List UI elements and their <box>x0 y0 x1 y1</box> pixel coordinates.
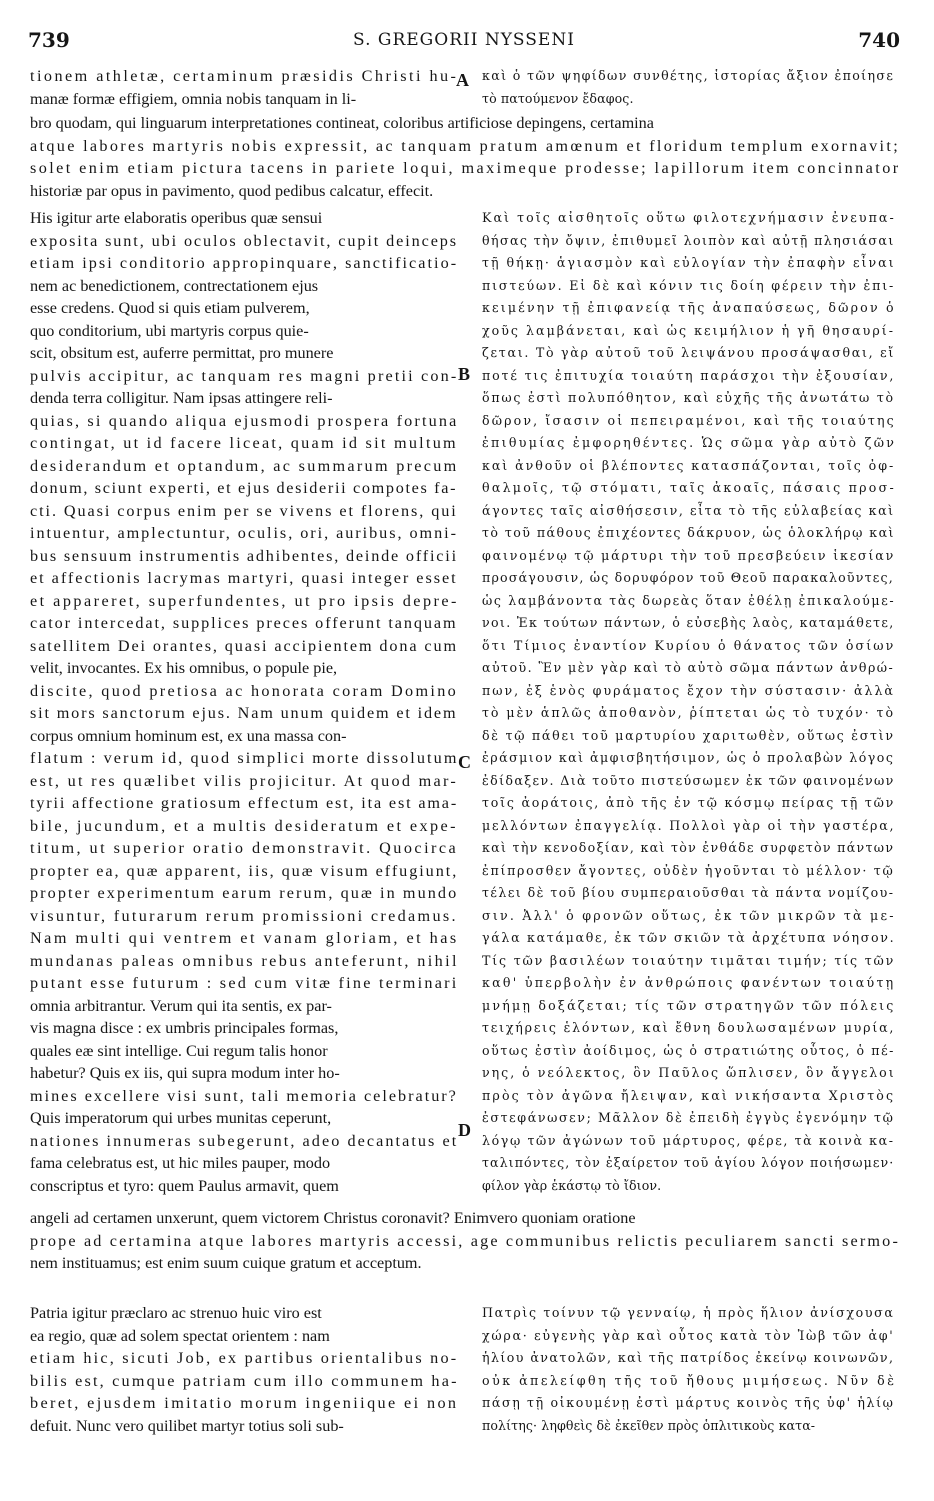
latin-text-line: beret, ejusdem imitatio morum ingeniique ei non <box>30 1394 459 1412</box>
greek-text-line: πάσῃ τῇ οἰκουμένῃ ἐστὶ μάρτυς κοινὸς τῆς ὑφ' ἡλίῳ <box>482 1395 895 1410</box>
latin-text-line: pulvis accipitur, ac tanquam res magni pretii con- <box>30 366 459 385</box>
greek-text-line: ἡλίου ἀνατολῶν, καὶ τῆς πατρίδος ἐκείνῳ κοινωνῶν, <box>482 1350 895 1365</box>
latin-text-line: cti. Quasi corpus enim per se vivens et florens, qui <box>30 501 458 520</box>
greek-text-line: ταλιπόντες, τὸν ἐξαίρετον τοῦ ἁγίου λόγον ποιήσωμεν· <box>482 1155 895 1170</box>
full-width-text-line: historiæ par opus in pavimento, quod pedibus calcatur, effecit. <box>30 181 434 200</box>
latin-text-line: esse credens. Quod si quis etiam pulverem, <box>30 299 310 317</box>
running-title: S. GREGORII NYSSENI <box>353 30 575 50</box>
greek-text-line: γάλα κατάμαθε, ἐκ τῶν σκιῶν τὰ ἀρχέτυπα νόησον. <box>482 930 896 945</box>
greek-text-line: θήσας τὴν ὄψιν, ἐπιθυμεῖ λοιπὸν καὶ αὐτῇ πλησιάσαι <box>482 232 895 248</box>
latin-text-line: conscriptus et tyro: quem Paulus armavit, quem <box>30 1176 339 1195</box>
greek-text-line: πιστεύων. Εἰ δὲ καὶ κόνιν τις δοίη φέρειν τὴν ἐπι- <box>482 277 896 293</box>
greek-text-line: ἐστεφάνωσεν; Μᾶλλον δὲ ἐπειδὴ ἐγγὺς ἐγενόμην τῷ <box>482 1110 895 1125</box>
full-width-text-line: prope ad certamina atque labores martyris accessi, age communibus relictis peculiarem sancti sermo- <box>30 1231 901 1250</box>
latin-text-line: contingat, ut id facere liceat, quam id sit multum <box>30 434 458 452</box>
greek-text-line: οὕτως ἐστὶν ἀοίδιμος, ὡς ὁ στρατιώτης οὗτος, ὁ πέ- <box>482 1042 895 1058</box>
greek-text-line: καθ' ὑπερβολὴν ἐν ἀνθρώποις φανέντων τοιαύτῃ <box>482 975 896 990</box>
latin-text-line: etiam hic, sicuti Job, ex partibus orientalibus no- <box>30 1349 459 1367</box>
latin-text-line: donum, sciunt experti, et ejus desiderii compotes fa- <box>30 479 458 497</box>
latin-text-line: tionem athletæ, certaminum præsidis Christi hu- <box>30 67 459 85</box>
latin-text-line: quias, si quando aliqua ejusmodi prospera fortuna <box>30 411 459 430</box>
page-header <box>28 28 900 58</box>
greek-text-line: κειμένην τῇ ἐπιφανείᾳ τῆς ἀναπαύσεως, δῶρον ὁ <box>482 300 896 315</box>
latin-text-line: corpus omnium hominum est, ex una massa con- <box>30 726 347 745</box>
greek-text-line: ἐπίπροσθεν ἄγοντες, οὐδὲν ἡγοῦνται τὸ μέλλον· τῷ <box>482 862 895 878</box>
latin-text-line: nem ac benedictionem, contrectationem ejus <box>30 276 319 295</box>
greek-text-line: τέλει δὲ τοῦ βίου συμπεραιοῦσθαι τὰ πάντα νομίζου- <box>482 885 895 900</box>
full-width-text-line: nem instituamus; est enim suum cuique gratum et acceptum. <box>30 1254 422 1272</box>
latin-text-line: bilis est, cumque patriam cum illo communem ha- <box>30 1371 459 1390</box>
greek-text-line: ἐδίδαξεν. Διὰ τοῦτο πιστεύσωμεν ἐκ τῶν φαινομένων <box>482 772 895 788</box>
page-number-right: 740 <box>858 28 900 52</box>
latin-text-line: satellitem Dei orantes, quasi accipientem dona cum <box>30 636 458 655</box>
section-marker: A <box>456 70 469 90</box>
latin-text-line: titum, ut superior oratio demonstravit. Quocirca <box>30 839 459 857</box>
greek-text-line: καὶ τὴν κενοδοξίαν, καὶ τὸν ἐνθάδε συρφετὸν πάντων <box>482 840 895 855</box>
greek-text-line: ζεται. Τὸ γὰρ αὐτοῦ τοῦ λειψάνου προσάψασθαι, εἴ <box>482 345 896 360</box>
latin-text-line: tyrii affectione gratiosum effectum est, ita est ama- <box>30 794 459 812</box>
latin-text-line: cator intercedat, supplices preces offerunt tanquam <box>30 614 458 632</box>
latin-text-line: propter ea, quæ apparent, iis, quæ visum effugiunt, <box>30 861 459 880</box>
greek-text-line: σιν. Ἀλλ' ὁ φρονῶν οὕτως, ἐκ τῶν μικρῶν τὰ με- <box>482 907 896 923</box>
latin-text-line: denda terra colligitur. Nam ipsas attingere reli- <box>30 389 333 407</box>
greek-text-line: Καὶ τοῖς αἰσθητοῖς οὕτω φιλοτεχνήμασιν ἐνευπα- <box>482 210 896 225</box>
greek-text-line: μελλόντων ἐπαγγελίᾳ. Πολλοὶ γὰρ οἱ τὴν γαστέρα, <box>482 817 896 833</box>
latin-text-line: et affectionis lacrymas martyri, quasi integer esset <box>30 569 458 587</box>
latin-text-line: vis magna disce : ex umbris principales formas, <box>30 1019 339 1037</box>
full-width-text-line: atque labores martyris nobis expressit, ac tanquam pratum amœnum et floridum templum exornavit; <box>30 136 901 155</box>
full-width-text-line: bro quodam, qui linguarum interpretationes contineat, coloribus artificiose depingens, certamina <box>30 114 654 132</box>
greek-text-line: τῇ θήκῃ· ἁγιασμὸν καὶ εὐλογίαν τὴν ἐπαφὴν εἶναι <box>482 255 896 270</box>
latin-text-line: ea regio, quæ ad solem spectat orientem : nam <box>30 1326 330 1345</box>
latin-text-line: defuit. Nunc vero quilibet martyr totius soli sub- <box>30 1416 344 1435</box>
latin-text-line: quales eæ sint intellige. Cui regum talis honor <box>30 1041 328 1060</box>
greek-text-line: λόγῳ τῶν ἀγώνων τοῦ μάρτυρος, φέρε, τὰ κοινὰ κα- <box>482 1132 895 1148</box>
latin-text-line: mines excellere visi sunt, tali memoria celebratur? <box>30 1086 458 1105</box>
greek-text-line: άγοντες ταῖς αἰσθήσεσιν, εἶτα τὸ τῆς εὐλαβείας καὶ <box>482 502 895 518</box>
greek-text-line: προσάγουσιν, ὡς δορυφόρον τοῦ Θεοῦ παρακαλοῦντες, <box>482 570 894 585</box>
latin-text-line: intuentur, amplectuntur, oculis, ori, auribus, omni- <box>30 524 458 542</box>
greek-text-line: Τίς τῶν βασιλέων τοιαύτην τιμᾶται τιμήν; τίς τῶν <box>482 952 896 968</box>
greek-text-line: τειχήρεις ἑλόντων, καὶ ἔθνη δουλωσαμένων μυρία, <box>482 1020 896 1035</box>
latin-text-line: Nam multi qui ventrem et vanam gloriam, et has <box>30 929 459 947</box>
greek-text-line: ὅπως ἐστὶ πολυπόθητον, καὶ εὐχῆς τῆς ἀνωτάτω τὸ <box>482 390 895 405</box>
latin-text-line: quo conditorium, ubi martyris corpus quie- <box>30 321 309 340</box>
full-width-text-line: angeli ad certamen unxerunt, quem victorem Christus coronavit? Enimvero quoniam oratione <box>30 1209 636 1227</box>
latin-text-line: fama celebratus est, ut hic miles pauper, modo <box>30 1154 331 1172</box>
latin-text-line: Quis imperatorum qui urbes munitas ceperunt, <box>30 1109 332 1127</box>
latin-text-line: est, ut res quælibet vilis projicitur. At quod mar- <box>30 771 459 790</box>
greek-text-line: τὸ μὲν ἁπλῶς ἀποθανὸν, ῥίπτεται ὡς τὸ τυχόν· τὸ <box>482 705 896 720</box>
greek-text-line: ὅτι Τίμιος ἐναντίον Κυρίου ὁ θάνατος τῶν ὁσίων <box>482 637 896 653</box>
greek-text-line: καὶ ὁ τῶν ψηφίδων συνθέτης, ἱστορίας ἄξιον ἐποίησε <box>482 68 895 83</box>
latin-text-line: propter experimentum earum rerum, quæ in mundo <box>30 884 459 902</box>
latin-text-line: desiderandum et optandum, ac summarum precum <box>30 456 459 475</box>
greek-text-line: πολίτης· ληφθεὶς δὲ ἐκεῖθεν πρὸς ὁπλιτικοὺς κατα- <box>482 1417 816 1433</box>
greek-text-line: χώρα· εὐγενὴς γὰρ καὶ οὗτος κατὰ τὸν Ἰὼβ τῶν ἀφ' <box>482 1327 895 1343</box>
latin-text-line: putant esse futurum : sed cum vitæ fine terminari <box>30 974 459 992</box>
greek-text-line: ἐπιθυμίας ἐμφορηθέντες. Ὡς σῶμα γὰρ αὐτὸ ζῶν <box>482 435 897 450</box>
greek-text-line: Πατρὶς τοίνυν τῷ γενναίῳ, ἡ πρὸς ἥλιον ἀνίσχουσα <box>482 1305 895 1320</box>
latin-text-line: sit mors sanctorum ejus. Nam unum quidem et idem <box>30 704 458 722</box>
latin-text-line: etiam ipsi conditorio appropinquare, sanctificatio- <box>30 254 459 272</box>
latin-text-line: visuntur, futurarum rerum promissioni credamus. <box>30 906 458 925</box>
latin-text-line: exposita sunt, ubi oculos oblectavit, cupit deinceps <box>30 231 458 250</box>
latin-text-line: manæ formæ effigiem, omnia nobis tanquam in li- <box>30 89 357 108</box>
greek-text-line: πων, ἐξ ἑνὸς φυράματος ἔχον τὴν σύστασιν· ἀλλὰ <box>482 682 895 698</box>
latin-text-line: et appareret, superfundentes, ut pro ipsis depre- <box>30 591 459 610</box>
latin-text-line: velit, invocantes. Ex his omnibus, o popule pie, <box>30 659 338 677</box>
greek-text-line: ὡς λαμβάνοντα τὰς δωρεὰς ὅταν ἐθέλῃ ἐπικαλούμε- <box>482 592 896 608</box>
greek-text-line: τοῖς ἀοράτοις, ἀπὸ τῆς ἐν τῷ κόσμῳ πείρας τῇ τῶν <box>482 795 896 810</box>
greek-text-line: χοῦς λαμβάνεται, καὶ ὡς κειμήλιον ἡ γῆ θησαυρί- <box>482 322 895 338</box>
greek-text-line: αὐτοῦ. Ἓν μὲν γὰρ καὶ τὸ αὐτὸ σῶμα πάντων ἀνθρώ- <box>482 660 895 675</box>
latin-text-line: habetur? Quis ex iis, qui supra modum inter ho- <box>30 1064 340 1082</box>
greek-text-line: τὸ τοῦ πάθους ἐπιχέοντες δάκρυον, ὡς ὁλοκλήρῳ καὶ <box>482 525 895 540</box>
greek-text-line: ἐράσμιον καὶ ἀμφισβητήσιμον, ὡς ὁ προλαβὼν λόγος <box>482 750 895 765</box>
greek-text-line: οὐκ ἀπελείφθη τῆς τοῦ ἤθους μιμήσεως. Νῦν δὲ <box>482 1372 897 1388</box>
latin-text-line: discite, quod pretiosa ac honorata coram Domino <box>30 681 459 700</box>
latin-text-line: scit, obsitum est, auferre permittat, pro munere <box>30 344 334 362</box>
latin-text-line: omnia arbitrantur. Verum qui ita sentis, ex par- <box>30 996 332 1015</box>
full-width-text-line: solet enim etiam pictura tacens in pariete loqui, maximeque prodesse; lapillorum item concinnator <box>30 159 901 177</box>
greek-text-line: τὸ πατούμενον ἔδαφος. <box>482 90 634 106</box>
greek-text-line: δὲ τῷ πάθει τοῦ μαρτυρίου χαριτωθὲν, οὕτως ἐστὶν <box>482 727 895 743</box>
section-marker: C <box>458 752 471 772</box>
latin-text-line: Patria igitur præclaro ac strenuo huic viro est <box>30 1304 322 1322</box>
greek-text-line: θαλμοῖς, τῷ στόματι, ταῖς ἀκοαῖς, πάσαις προσ- <box>482 480 896 495</box>
page-number-left: 739 <box>28 28 70 52</box>
greek-text-line: μνήμῃ δοξάζεται; τίς τῶν στρατηγῶν τῶν πόλεις <box>482 997 896 1013</box>
greek-text-line: νοι. Ἐκ τούτων πάντων, ὁ εὐσεβὴς λαὸς, καταμάθετε, <box>482 615 895 630</box>
greek-text-line: φαινομένῳ τῷ μάρτυρι τὴν τοῦ πρεσβεύειν ἱκεσίαν <box>482 547 896 563</box>
greek-text-line: καὶ ἀνθοῦν οἱ βλέποντες κατασπάζονται, τοῖς ὀφ- <box>482 457 896 473</box>
section-marker: D <box>458 1120 471 1140</box>
latin-text-line: mundanas paleas omnibus rebus anteferunt, nihil <box>30 951 459 970</box>
latin-text-line: bile, jucundum, et a multis desideratum et expe- <box>30 816 458 835</box>
latin-text-line: nationes innumeras subegerunt, adeo decantatus et <box>30 1131 459 1150</box>
greek-text-line: δῶρον, ἴσασιν οἱ πεπειραμένοι, καὶ τῆς τοιαύτης <box>482 412 896 428</box>
greek-text-line: νης, ὁ νεόλεκτος, ὃν Παῦλος ὥπλισεν, ὃν ἄγγελοι <box>482 1065 896 1080</box>
greek-text-line: ποτέ τις ἐπιτυχία τοιαύτη παράσχοι τὴν ἐξουσίαν, <box>482 367 896 383</box>
greek-text-line: πρὸς τὸν ἀγῶνα ἤλειψαν, καὶ νικήσαντα Χριστὸς <box>482 1087 896 1103</box>
greek-text-line: φίλον γὰρ ἑκάστῳ τὸ ἴδιον. <box>482 1177 662 1193</box>
latin-text-line: bus sensuum instrumentis adhibentes, deinde officii <box>30 546 458 565</box>
latin-text-line: His igitur arte elaboratis operibus quæ sensui <box>30 209 323 227</box>
latin-text-line: flatum : verum id, quod simplici morte dissolutum <box>30 749 459 767</box>
section-marker: B <box>458 364 471 384</box>
